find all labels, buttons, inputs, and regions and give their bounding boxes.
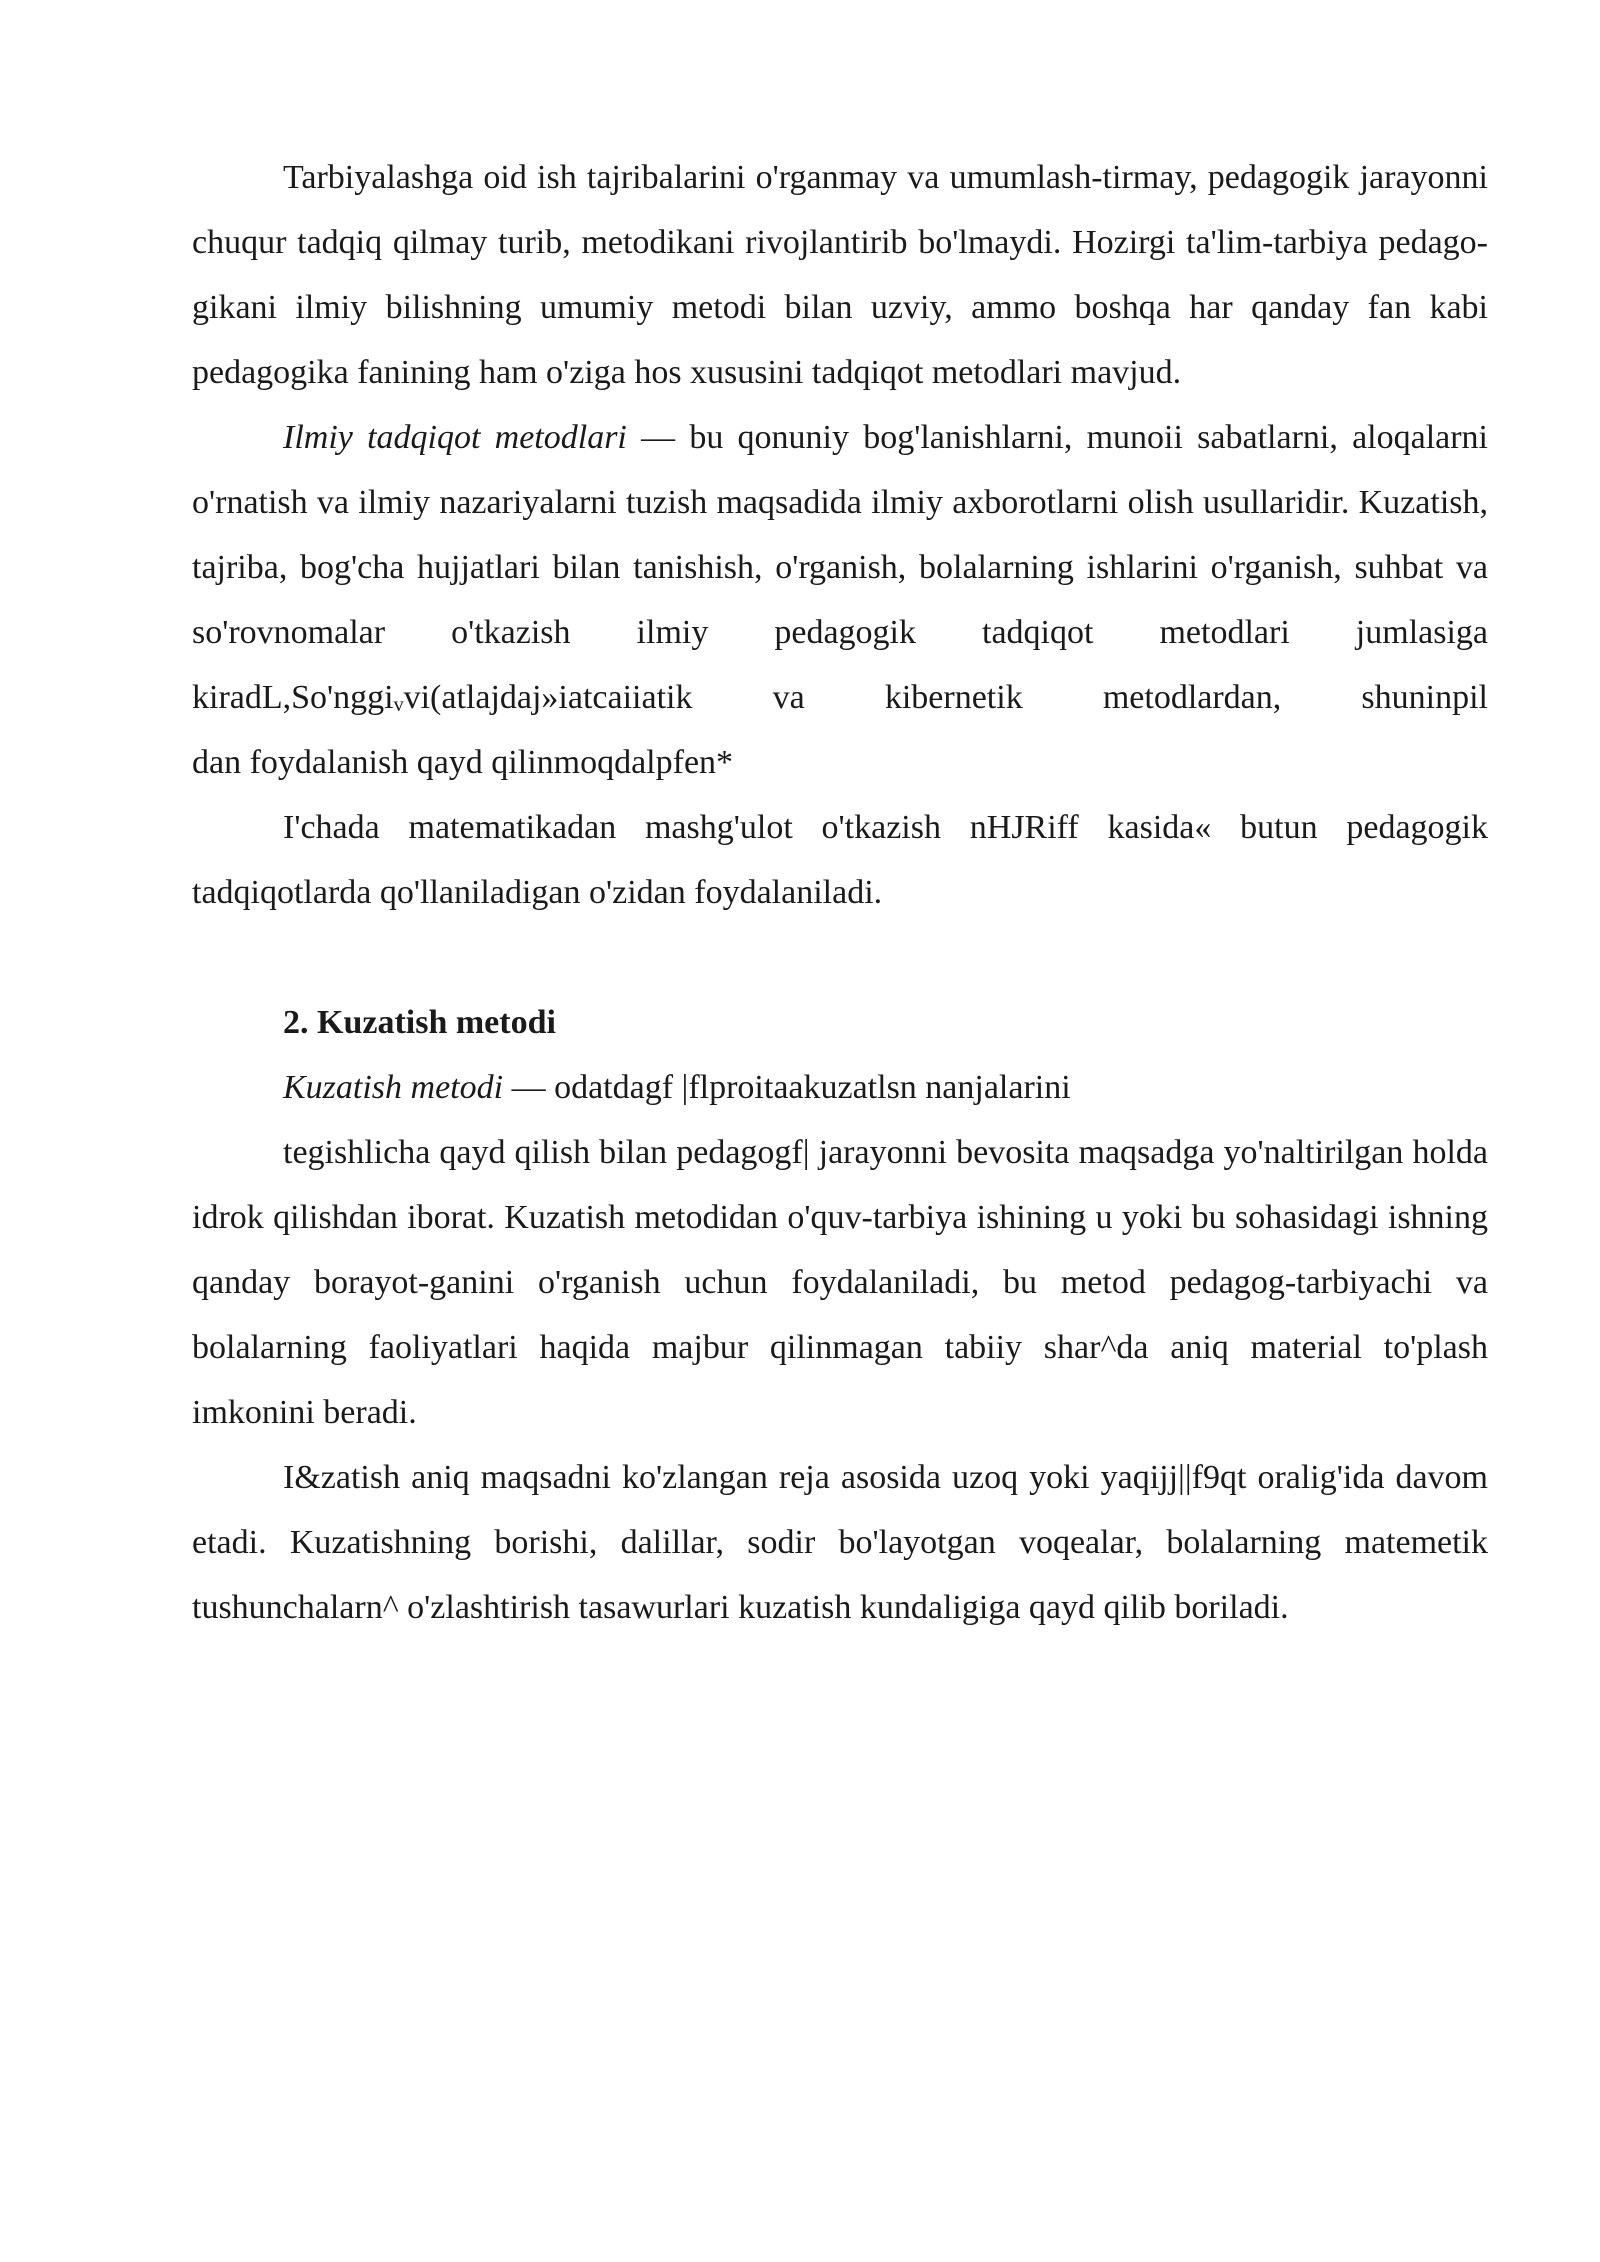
paragraph-observation-process: I&zatish aniq maqsadni ko'zlangan reja asosida uzoq yoki yaqijj||f9qt oralig'ida davom etadi. Kuzatishning borishi, dalillar, sodir bo'layotgan voqealar, bolalarning matemetik tushunchalarn^ o'zlashtirish tasawurlari kuzatish kundaligiga qayd qilib boriladi. — [192, 1459, 1488, 1626]
paragraph-research-methods-text: — bu qonuniy bog'lanishlarni, munoii sabatlarni, aloqalarni o'rnatish va ilmiy nazariyalarni tuzish maqsadida ilmiy axborotlarni olish usullaridir. Kuzatish, tajriba, bog'cha hujjatlari bilan tanishish, o'rganish, bolalarning ishlarini o'rganish, suhbat va so'rovnomalar o'tkazish ilmiy pedagogik tadqiqot metodlari jumlasiga kiradL,So'nggiᵥvi(atlajdaj»iatcaiiatik va kibernetik metodlardan, shuninpil — [192, 419, 1488, 716]
document-page — [192, 145, 1488, 1640]
paragraph-observation-definition-text: — odatdagf |flproitaakuzatlsn nanjalarini — [503, 1069, 1071, 1106]
paragraph-research-methods — [192, 405, 1488, 730]
paragraph-research-methods-tail: dan foydalanish qayd qilinmoqdalpfen* — [192, 744, 734, 781]
paragraph-observation-details: tegishlicha qayd qilish bilan pedagogf| jarayonni bevosita maqsadga yo'naltirilgan holda idrok qilishdan iborat. Kuzatish metodidan o'quv-tarbiya ishining u yoki bu sohasidagi ishning qanday borayot-ganini o'rganish uchun foydalaniladi, bu metod pedagog-tarbiyachi va bolalarning faoliyatlari haqida majbur qilinmagan tabiiy shar^da aniq material to'plash imkonini beradi. — [192, 1134, 1488, 1431]
paragraph-mathematics: I'chada matematikadan mashg'ulot o'tkazish nHJRiff kasida« butun pedagogik tadqiqotlarda qo'llaniladigan o'zidan foydalaniladi. — [192, 809, 1488, 911]
term-observation-method: Kuzatish metodi — [283, 1069, 504, 1106]
term-research-methods: Ilmiy tadqiqot metodlari — [283, 419, 627, 456]
section-heading: 2. Kuzatish metodi — [283, 1004, 556, 1041]
paragraph-observation-definition — [192, 1055, 1488, 1120]
paragraph-intro: Tarbiyalashga oid ish tajribalarini o'rganmay va umumlash-tirmay, pedagogik jarayonni chuqur tadqiq qilmay turib, metodikani rivojlantirib bo'lmaydi. Hozirgi ta'lim-tarbiya pedago-gikani ilmiy bilishning umumiy metodi bilan uzviy, ammo boshqa har qanday fan kabi pedagogika fanining ham o'ziga hos xususini tadqiqot metodlari mavjud. — [192, 159, 1488, 391]
